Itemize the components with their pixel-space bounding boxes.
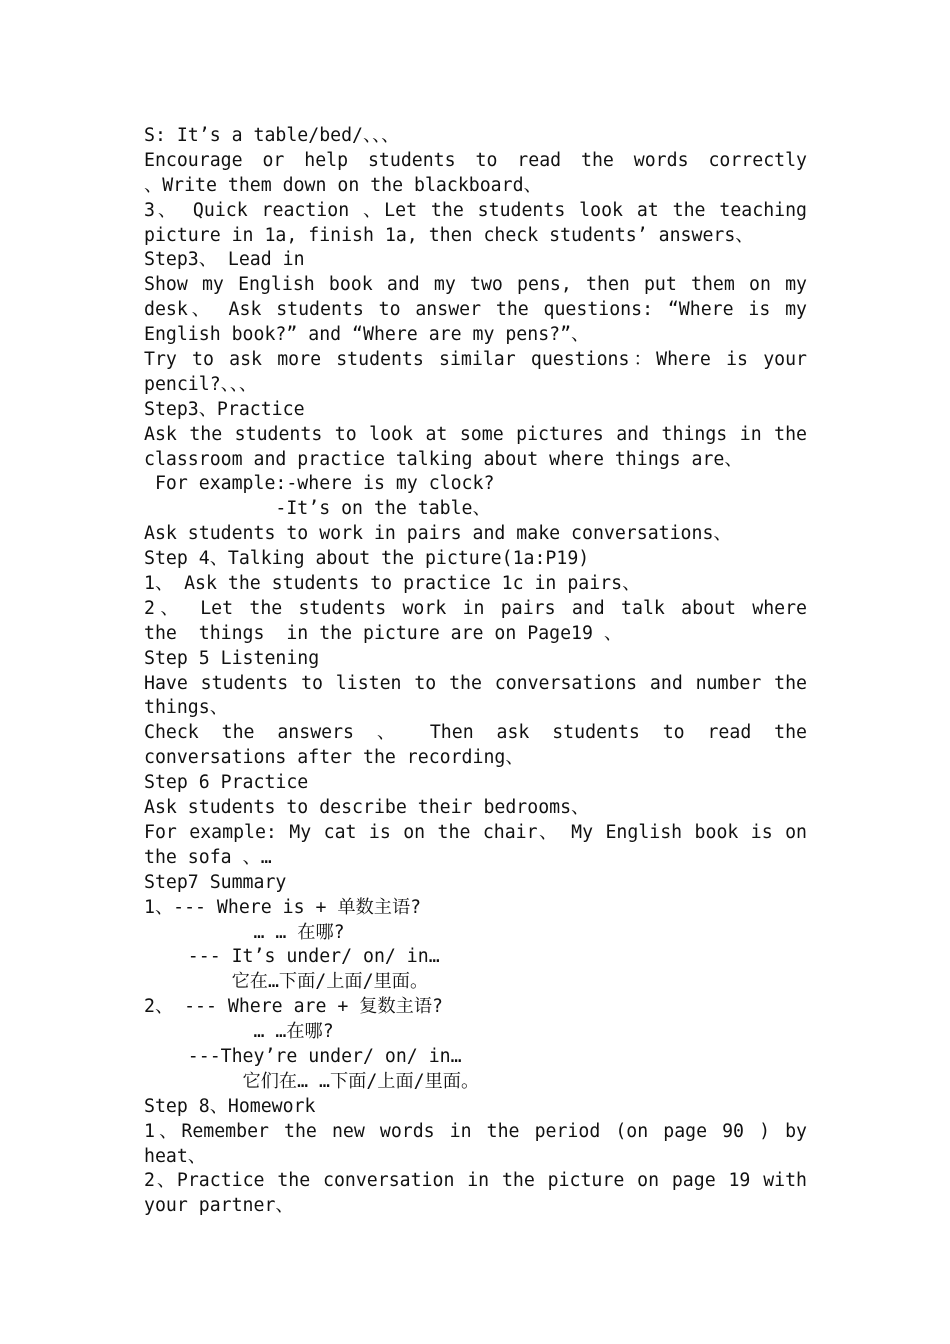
text-line: … …在哪? — [144, 1021, 334, 1043]
text-line: desk、 Ask students to answer the questions: “Where is my — [144, 299, 807, 321]
text-line: 它们在… …下面/上面/里面。 — [144, 1070, 480, 1092]
step-heading: Step 8、Homework — [144, 1095, 316, 1117]
text-line: Have students to listen to the conversations and number the — [144, 672, 807, 694]
text-line: the sofa 、… — [144, 846, 272, 868]
text-line: 1、Remember the new words in the period (on page 90 ) by — [144, 1120, 807, 1142]
text-line: 1、 Ask the students to practice 1c in pairs、 — [144, 573, 641, 595]
text-line: 2、 Let the students work in pairs and talk about where — [144, 597, 807, 619]
text-line: Show my English book and my two pens, then put them on my — [144, 274, 807, 296]
text-line: Ask the students to look at some pictures and things in the — [144, 423, 807, 445]
text-line: For example:-where is my clock? — [144, 473, 495, 495]
text-line: English book?” and “Where are my pens?”、 — [144, 324, 590, 346]
text-line: pencil?、、、 — [144, 373, 258, 395]
text-line: Check the answers 、 Then ask students to read the — [144, 722, 807, 744]
text-line: heat、 — [144, 1145, 206, 1167]
step-heading: Step 4、Talking about the picture(1a:P19) — [144, 548, 590, 570]
text-line: -It’s on the table、 — [144, 498, 491, 520]
text-line: 2、 --- Where are + 复数主语? — [144, 996, 443, 1018]
text-line: 它在…下面/上面/里面。 — [144, 971, 429, 993]
text-line: conversations after the recording、 — [144, 747, 524, 769]
text-line: S: It’s a table/bed/、、、 — [144, 125, 400, 146]
text-line: … … 在哪? — [144, 921, 345, 943]
lesson-plan-text — [144, 124, 807, 1219]
text-line: classroom and practice talking about where things are、 — [144, 448, 743, 470]
step-heading: Step 5 Listening — [144, 647, 320, 669]
step-heading: Step 6 Practice — [144, 772, 309, 794]
text-line: picture in 1a, finish 1a, then check students’ answers、 — [144, 224, 754, 246]
step-heading: Step3、Practice — [144, 398, 305, 420]
text-line: Try to ask more students similar questions：Where is your — [144, 349, 807, 371]
text-line: 2、Practice the conversation in the picture on page 19 with — [144, 1170, 807, 1192]
text-line: --- It’s under/ on/ in… — [144, 946, 440, 968]
text-line: 、Write them down on the blackboard、 — [144, 174, 542, 196]
text-line: Ask students to describe their bedrooms、 — [144, 797, 590, 819]
text-line: the things in the picture are on Page19 、 — [144, 622, 623, 644]
text-line: For example: My cat is on the chair、 My English book is on — [144, 821, 807, 843]
text-line: your partner、 — [144, 1195, 294, 1217]
step-heading: Step3、 Lead in — [144, 249, 305, 271]
step-heading: Step7 Summary — [144, 871, 287, 893]
text-line: 1、--- Where is + 单数主语? — [144, 896, 422, 918]
text-line: ---They’re under/ on/ in… — [144, 1045, 462, 1067]
text-line: 3、 Quick reaction 、Let the students look at the teaching — [144, 199, 807, 221]
text-line: Ask students to work in pairs and make conversations、 — [144, 523, 732, 545]
text-line: Encourage or help students to read the words correctly — [144, 149, 807, 171]
text-line: things、 — [144, 697, 228, 719]
